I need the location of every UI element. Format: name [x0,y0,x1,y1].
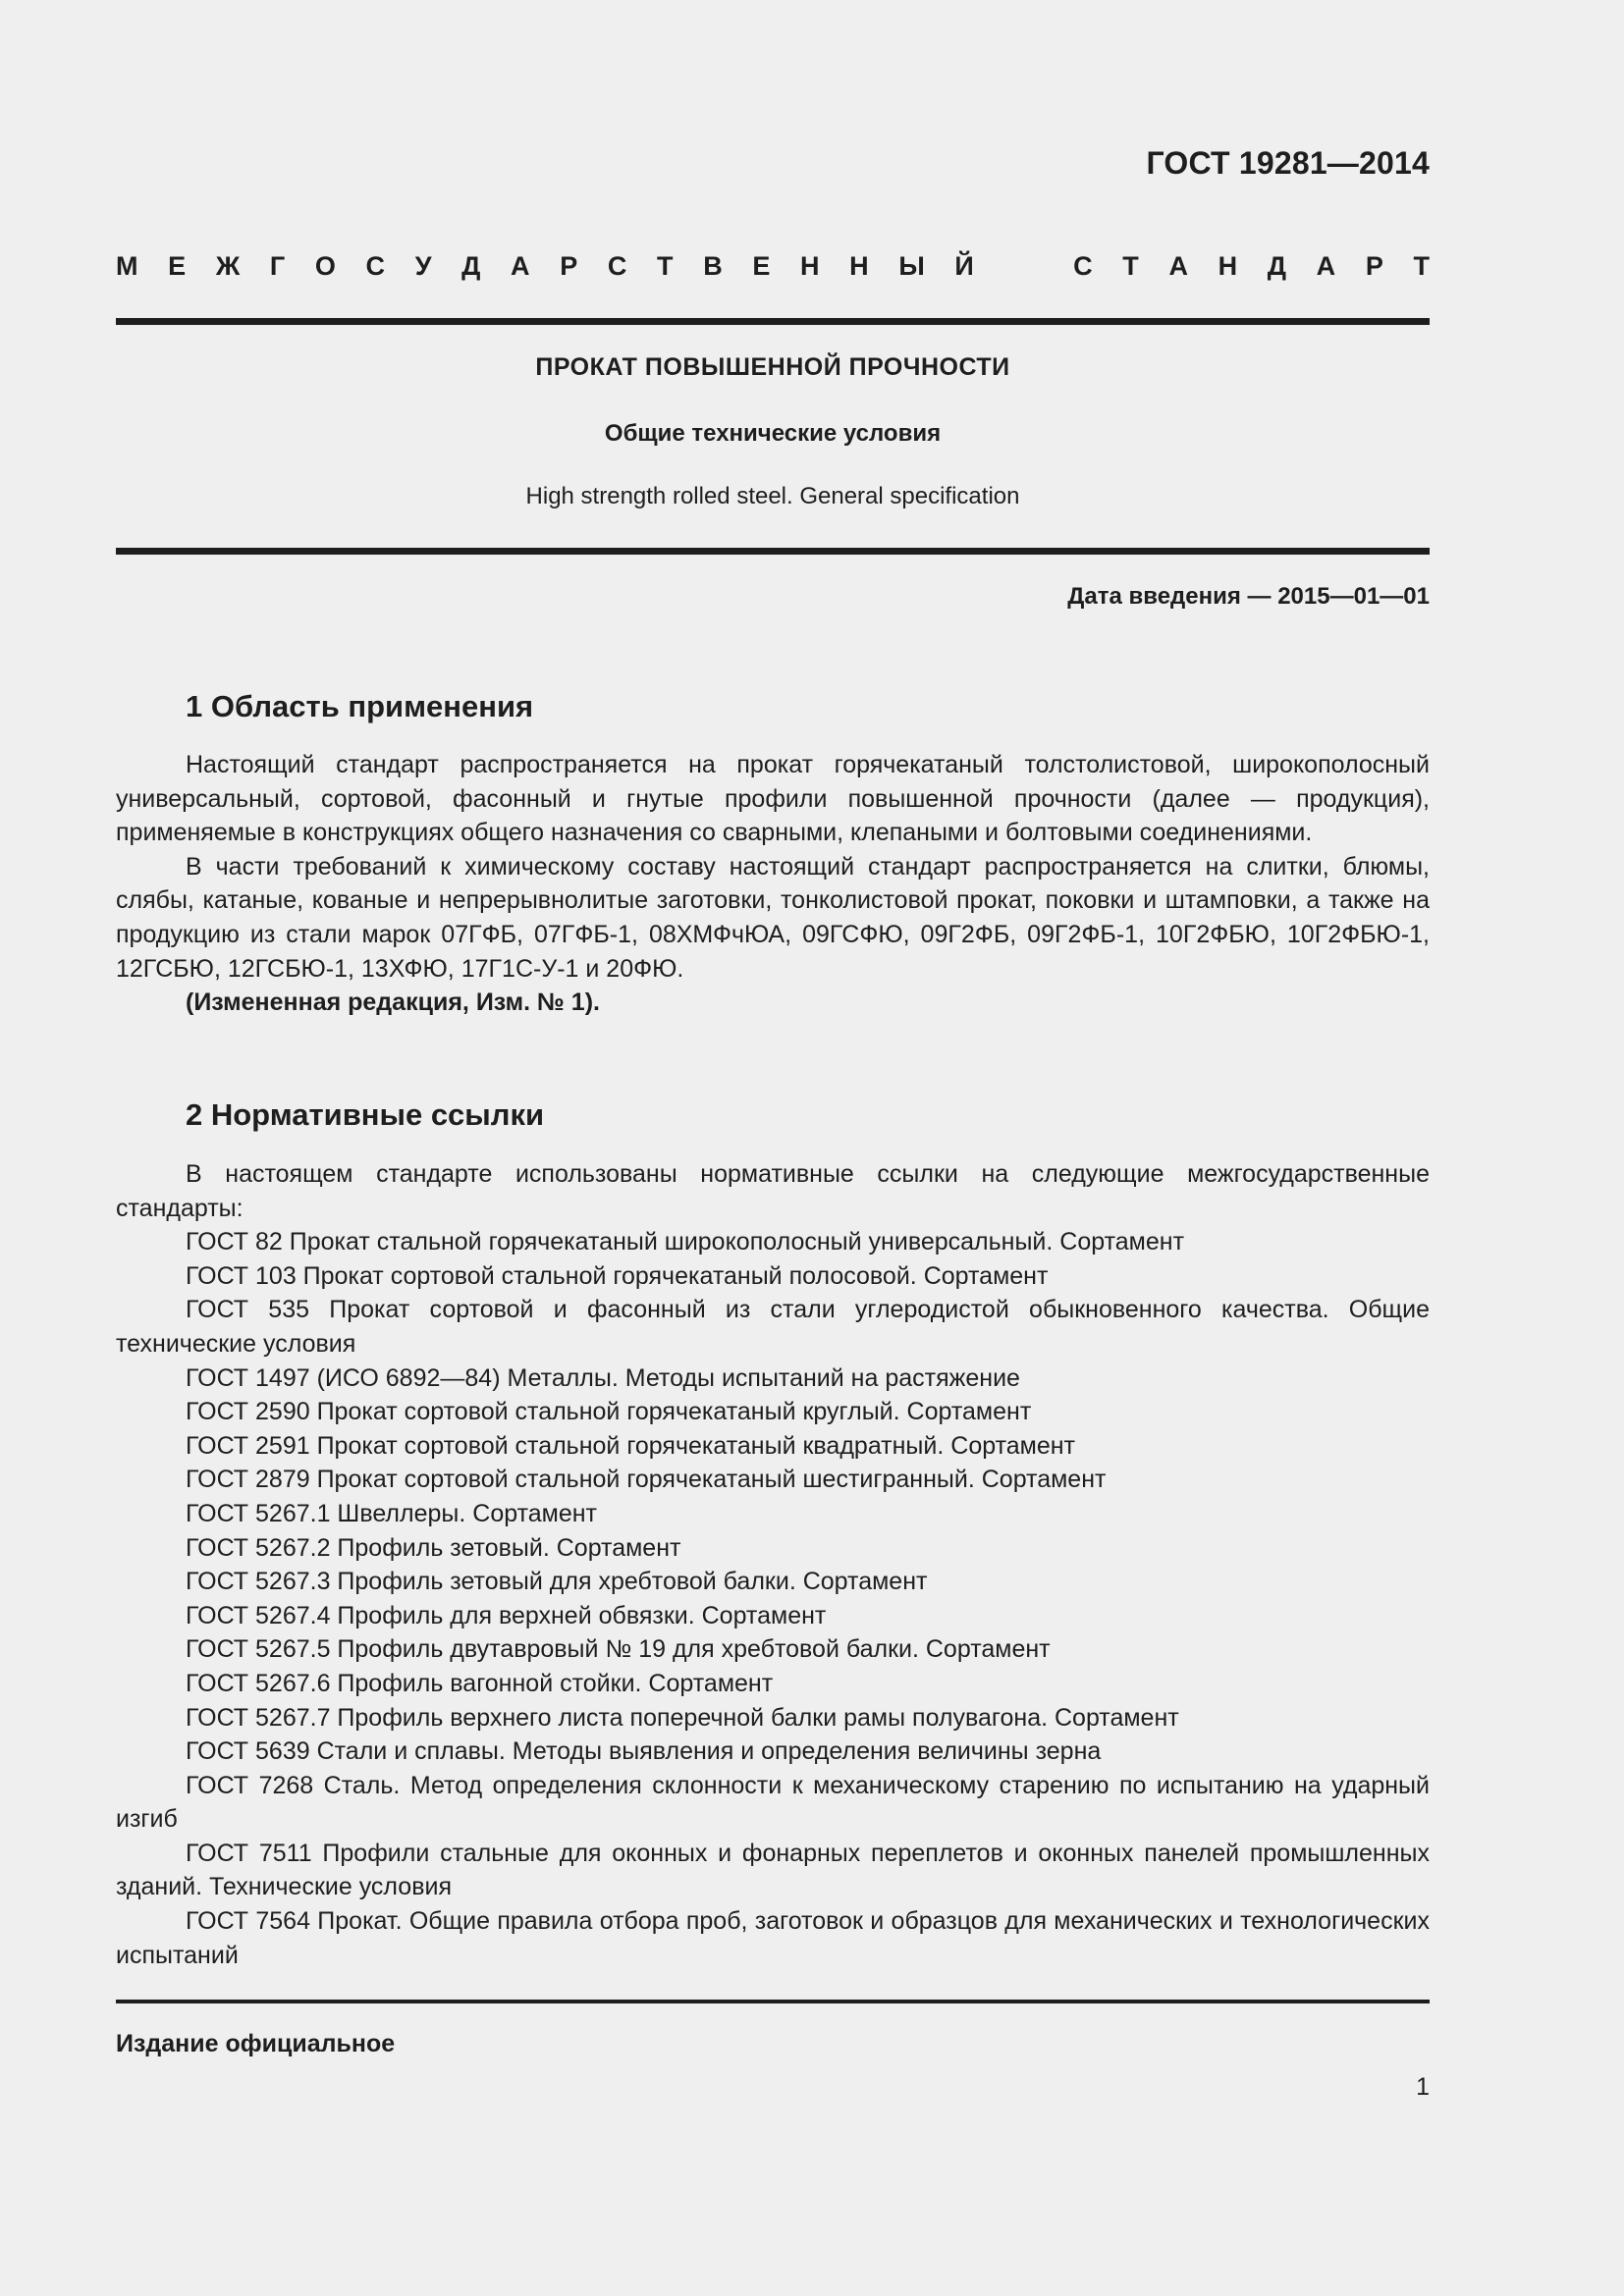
standard-kind-letter: Й [954,251,974,281]
standard-kind-letter: А [1168,251,1188,281]
reference-item: ГОСТ 5267.3 Профиль зетовый для хребтовой балки. Сортамент [186,1568,928,1596]
standard-kind-letter: А [1316,251,1336,281]
reference-item: ГОСТ 2591 Прокат сортовой стальной горячекатаный квадратный. Сортамент [186,1431,1075,1460]
standard-kind-heading [116,251,1430,282]
section-2-heading: 2 Нормативные ссылки [186,1097,545,1132]
reference-item: ГОСТ 2590 Прокат сортовой стальной горячекатаный круглый. Сортамент [186,1398,1032,1426]
standard-kind-letter: Е [752,251,771,281]
section-1-paragraph-2: В части требований к химическому составу настоящий стандарт распространяется на слитки, блюмы, слябы, катаные, кованые и непрерывнолитые заготовки, тонколистовой прокат, поковки и штамповки, а также на продукцию из стали марок 07ГФБ, 07ГФБ-1, 08ХМФчЮА, 09ГСФЮ, 09Г2ФБ, 09Г2ФБ-1, 10Г2ФБЮ, 10Г2ФБЮ-1, 12ГСБЮ, 12ГСБЮ-1, 13ХФЮ, 17Г1С-У-1 и 20ФЮ. [116,852,1430,983]
standard-kind-letter: М [116,251,138,281]
reference-item: ГОСТ 2879 Прокат сортовой стальной горячекатаный шестигранный. Сортамент [186,1466,1107,1494]
introduction-date: Дата введения — 2015—01—01 [1067,583,1430,610]
page-number: 1 [1416,2073,1430,2101]
official-edition-label: Издание официальное [116,2030,396,2057]
standard-kind-letter: Г [269,251,286,281]
section-1-paragraph-1: Настоящий стандарт распространяется на прокат горячекатаный толстолистовой, широкополосный универсальный, сортовой, фасонный и гнутые профили повышенной прочности (далее — продукция), применяемые в конструкциях общего назначения со сварными, клепаными и болтовыми соединениями. [116,751,1430,847]
standard-kind-letter: С [1073,251,1093,281]
reference-item: ГОСТ 5267.6 Профиль вагонной стойки. Сортамент [186,1669,774,1697]
standard-kind-letter: Ж [215,251,241,281]
standard-kind-letter: Д [1267,251,1287,281]
document-subtitle: Общие технические условия [604,420,942,447]
reference-item: ГОСТ 5267.4 Профиль для верхней обвязки. Сортамент [186,1601,827,1629]
reference-list [116,1225,1430,1972]
reference-item: ГОСТ 1497 (ИСО 6892—84) Металлы. Методы испытаний на растяжение [186,1363,1020,1392]
standard-kind-letter: Р [1365,251,1383,281]
standard-kind-letter: Н [1218,251,1238,281]
section-2-body [116,1157,1430,1972]
reference-item: ГОСТ 7268 Сталь. Метод определения склонности к механическому старению по испытанию на ударный изгиб [116,1771,1430,1834]
amendment-note: (Измененная редакция, Изм. № 1). [186,988,600,1017]
section-1-body [116,748,1430,1020]
reference-item: ГОСТ 5267.7 Профиль верхнего листа поперечной балки рамы полувагона. Сортамент [186,1703,1179,1732]
standard-kind-letter: Е [168,251,187,281]
title-bottom-rule [116,548,1430,555]
standard-kind-letter: Н [849,251,869,281]
reference-item: ГОСТ 7511 Профили стальные для оконных и фонарных переплетов и оконных панелей промышленных зданий. Технические условия [116,1839,1430,1901]
reference-item: ГОСТ 535 Прокат сортовой и фасонный из стали углеродистой обыкновенного качества. Общие технические условия [116,1296,1430,1358]
document-number: ГОСТ 19281—2014 [1146,145,1430,181]
standard-kind-letter: С [607,251,627,281]
standard-kind-letter: А [511,251,530,281]
standard-kind-letter: Д [461,251,481,281]
standard-kind-letter: О [314,251,336,281]
document-title-english: High strength rolled steel. General specification [525,483,1020,509]
standard-kind-letter: Н [800,251,820,281]
reference-item: ГОСТ 82 Прокат стальной горячекатаный широкополосный универсальный. Сортамент [186,1228,1185,1256]
section-2-intro: В настоящем стандарте использованы нормативные ссылки на следующие межгосударственные стандарты: [116,1160,1430,1222]
reference-item: ГОСТ 103 Прокат сортовой стальной горячекатаный полосовой. Сортамент [186,1261,1049,1290]
footer-rule [116,2000,1430,2003]
reference-item: ГОСТ 5267.1 Швеллеры. Сортамент [186,1499,597,1527]
standard-kind-letter: У [414,251,432,281]
standard-kind-letter: Т [657,251,674,281]
reference-item: ГОСТ 7564 Прокат. Общие правила отбора проб, заготовок и образцов для механических и технологических испытаний [116,1907,1430,1969]
standard-kind-letter: Т [1122,251,1139,281]
standard-kind-letter: С [365,251,386,281]
standard-kind-letter: В [703,251,723,281]
standard-kind-letter: Т [1413,251,1430,281]
standard-kind-letter: Ы [898,251,925,281]
section-1-heading: 1 Область применения [186,689,534,723]
standard-kind-gap [1003,251,1043,282]
top-rule [116,318,1430,325]
reference-item: ГОСТ 5267.5 Профиль двутавровый № 19 для хребтовой балки. Сортамент [186,1635,1051,1664]
reference-item: ГОСТ 5267.2 Профиль зетовый. Сортамент [186,1533,681,1562]
document-title: ПРОКАТ ПОВЫШЕННОЙ ПРОЧНОСТИ [535,353,1010,381]
reference-item: ГОСТ 5639 Стали и сплавы. Методы выявления и определения величины зерна [186,1737,1102,1766]
standard-kind-letter: Р [560,251,578,281]
